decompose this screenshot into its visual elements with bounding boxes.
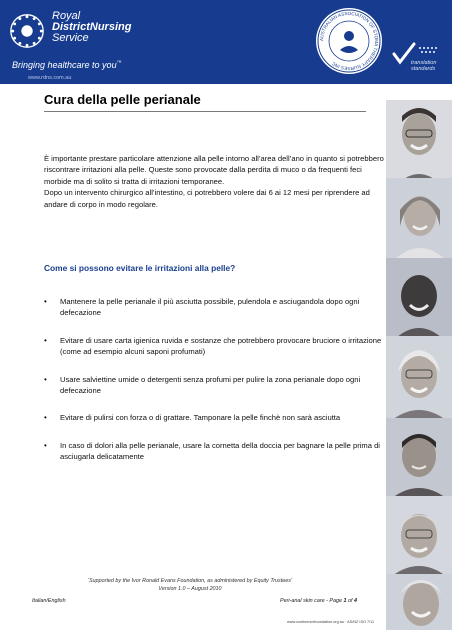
section-heading: Come si possono evitare le irritazioni alla pelle? <box>44 263 236 273</box>
person-photo-4 <box>386 336 452 420</box>
footer-credit <box>60 578 320 593</box>
list-item-text: Evitare di pulirsi con forza o di grattare. Tamponare la pelle finchè non sarà asciutta <box>60 413 341 423</box>
list-item <box>44 335 384 358</box>
footer-small-print: www.continencefoundation.org.au · AS/NZ ISO 7/11 <box>287 620 375 624</box>
bullet-icon: • <box>44 413 47 423</box>
bullet-icon: • <box>44 440 47 450</box>
list-item <box>44 296 384 319</box>
org-name-line-1: Royal <box>52 10 81 22</box>
list-item-text: Evitare di usare carta igienica ruvida e sostanze che potrebbero provocare bruciore o irritazione (come ad esempio alcuni saponi profumati) <box>60 335 382 357</box>
portrait-photo-strip <box>386 100 452 630</box>
tagline <box>12 60 122 70</box>
header-banner <box>0 0 452 84</box>
website-url: www.rdns.com.au <box>28 75 72 81</box>
list-item <box>44 374 384 397</box>
person-photo-3 <box>386 258 452 338</box>
intro-text-2: Dopo un intervento chirurgico all’intestino, ci potrebbero volere dai 6 ai 12 mesi per riprendere ad andare di corpo in modo regolare. <box>44 188 370 209</box>
rdns-logo-icon <box>8 12 46 50</box>
page-total: 4 <box>354 598 358 604</box>
funding-credit: ‘Supported by the Ivor Ronald Evans Foundation, as administered by Equity Trustees’ <box>87 578 293 584</box>
list-item-text: Usare salviettine umide o detergenti senza profumi per pulire la zona perianale dopo ogni defecazione <box>60 374 361 396</box>
person-photo-5 <box>386 418 452 498</box>
org-name-line-3: Service <box>52 32 89 44</box>
list-item <box>44 440 384 463</box>
version-label: Version 1.0 – August 2010 <box>158 585 222 592</box>
intro-text-1: È importante prestare particolare attenzione alla pelle intorno all’area dell’ano in quanto si potrebbero riscontrare irritazioni alla pelle. Queste sono provocate dalla perdita di muco o da frequenti feci morbide ma di solito si tratta di irritazioni temporanee. <box>44 154 384 186</box>
bullet-icon: • <box>44 374 47 384</box>
seal-text: AUSTRALIAN ASSOCIATION OF STOMA THERAPY NURSES INC <box>318 10 380 72</box>
list-item <box>44 412 384 423</box>
organisation-name <box>52 11 131 44</box>
title-divider <box>44 111 366 112</box>
language-label: Italian/English <box>32 598 66 604</box>
page-title: Cura della pelle perianale <box>44 92 201 107</box>
list-item-text: In caso di dolori alla pelle perianale, usare la cornetta della doccia per bagnare la pelle prima di asciugarla delicatamente <box>60 440 380 462</box>
bullet-icon: • <box>44 335 47 345</box>
stoma-association-seal <box>314 6 384 76</box>
person-photo-1 <box>386 100 452 190</box>
person-photo-2 <box>386 178 452 260</box>
person-photo-6 <box>386 496 452 576</box>
translation-standards-label: translation standards <box>411 60 437 72</box>
advice-list <box>44 296 384 479</box>
list-item-text: Mantenere la pelle perianale il più asciutta possibile, pulendola e asciugandola dopo ogni defecazione <box>60 297 360 318</box>
trademark-mark: ™ <box>116 60 122 66</box>
tagline-text: Bringing healthcare to you <box>12 60 117 70</box>
page-indicator <box>280 598 357 604</box>
page-prefix: Peri-anal skin care - Page <box>280 598 344 604</box>
page-of: of <box>346 598 355 604</box>
bullet-icon: • <box>44 297 47 306</box>
org-name-line-2: DistrictNursing <box>52 21 132 33</box>
page-current: 1 <box>343 598 347 604</box>
person-photo-7 <box>386 574 452 630</box>
intro-paragraph <box>44 153 384 210</box>
